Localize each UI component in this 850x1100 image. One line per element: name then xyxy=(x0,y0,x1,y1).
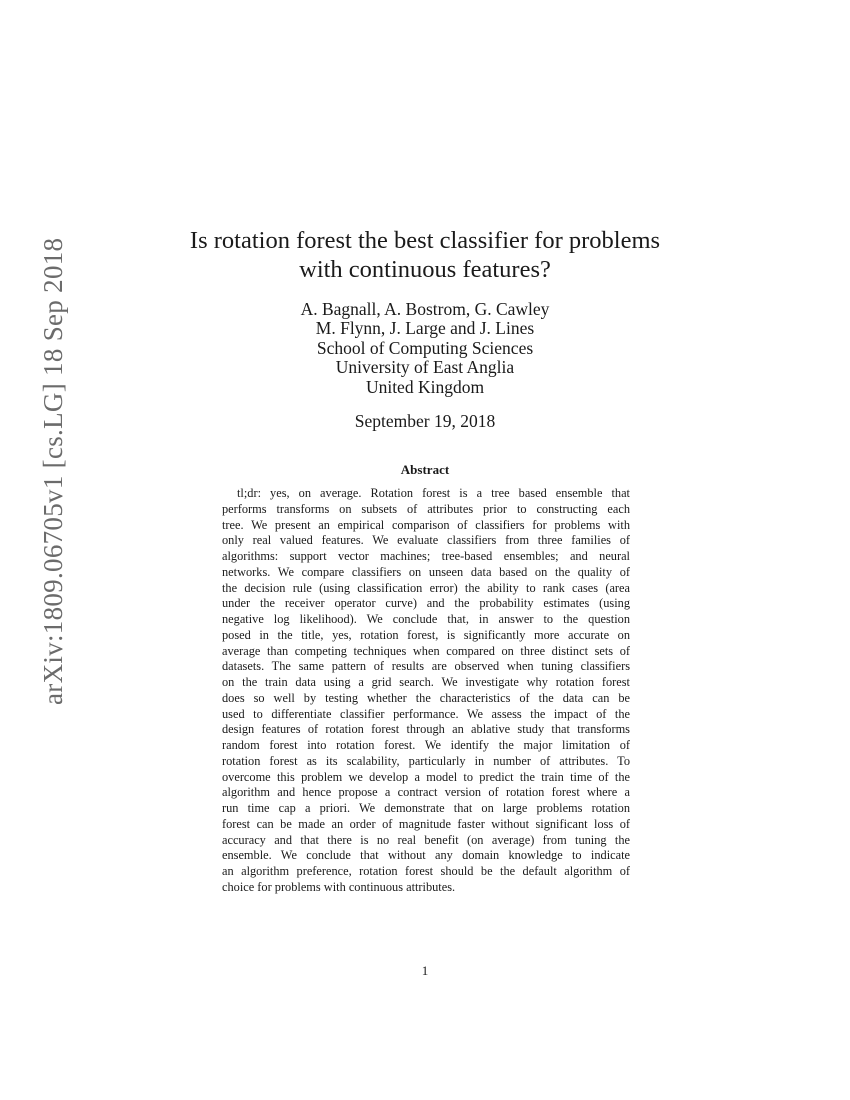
paper-date: September 19, 2018 xyxy=(354,411,496,431)
paper-title xyxy=(150,226,700,284)
abstract-line: the decision rule (using classification error) the ability to rank cases (area xyxy=(222,580,630,595)
affiliation-department: School of Computing Sciences xyxy=(316,337,534,358)
abstract-line: tl;dr: yes, on average. Rotation forest is a tree based ensemble that xyxy=(237,486,630,500)
abstract-line: choice for problems with continuous attributes. xyxy=(222,879,456,894)
abstract-line: algorithms: support vector machines; tree-based ensembles; and neural xyxy=(222,549,630,563)
affiliation-country: United Kingdom xyxy=(365,376,485,397)
abstract-line: accuracy and that there is no real benefit (on average) from tuning the xyxy=(222,832,630,847)
abstract-line: posed in the title, yes, rotation forest, is significantly more accurate on xyxy=(222,627,630,642)
abstract-heading: Abstract xyxy=(400,462,450,477)
abstract-line: used to differentiate classifier performance. We assess the impact of the xyxy=(222,706,630,721)
abstract-line: performs transforms on subsets of attributes prior to constructing each xyxy=(222,501,630,516)
abstract-line: run time cap a priori. We demonstrate that on large problems rotation xyxy=(222,801,630,815)
abstract-line: networks. We compare classifiers on unseen data based on the quality of xyxy=(222,564,630,579)
author-names-line: M. Flynn, J. Large and J. Lines xyxy=(315,318,535,339)
abstract-line: negative log likelihood). We conclude that, in answer to the question xyxy=(222,612,630,626)
abstract-line: only real valued features. We evaluate classifiers from three families of xyxy=(222,533,630,548)
abstract-line: design features of rotation forest through an ablative study that transforms xyxy=(222,722,630,737)
abstract-line: overcome this problem we develop a model to predict the train time of the xyxy=(222,769,630,784)
title-line: with continuous features? xyxy=(299,256,551,283)
abstract-line: under the receiver operator curve) and the probability estimates (using xyxy=(222,596,630,611)
author-names-line: A. Bagnall, A. Bostrom, G. Cawley xyxy=(300,299,550,319)
abstract-line: forest can be made an order of magnitude faster without significant loss of xyxy=(222,816,630,831)
arxiv-identifier-stamp: arXiv:1809.06705v1 [cs.LG] 18 Sep 2018 xyxy=(38,237,68,705)
author-block xyxy=(200,300,650,397)
abstract-line: random forest into rotation forest. We identify the major limitation of xyxy=(222,738,630,752)
abstract-line: rotation forest as its scalability, particularly in number of attributes. To xyxy=(222,753,630,768)
abstract-line: datasets. The same pattern of results are observed when tuning classifiers xyxy=(222,659,630,674)
abstract-body xyxy=(222,486,630,896)
abstract-line: algorithm and hence propose a contract version of rotation forest where a xyxy=(222,785,630,800)
affiliation-university: University of East Anglia xyxy=(335,357,515,378)
page-number: 1 xyxy=(421,963,429,978)
abstract-line: an algorithm preference, rotation forest should be the default algorithm of xyxy=(222,864,630,878)
abstract-line: on the train data using a grid search. We investigate why rotation forest xyxy=(222,675,630,689)
abstract-line: tree. We present an empirical comparison of classifiers for problems with xyxy=(222,517,630,532)
title-line: Is rotation forest the best classifier for problems xyxy=(189,227,661,254)
abstract-line: does so well by testing whether the characteristics of the data can be xyxy=(222,690,630,705)
abstract-line: average than competing techniques when compared on three distinct sets of xyxy=(222,643,630,658)
abstract-line: ensemble. We conclude that without any domain knowledge to indicate xyxy=(222,848,630,863)
